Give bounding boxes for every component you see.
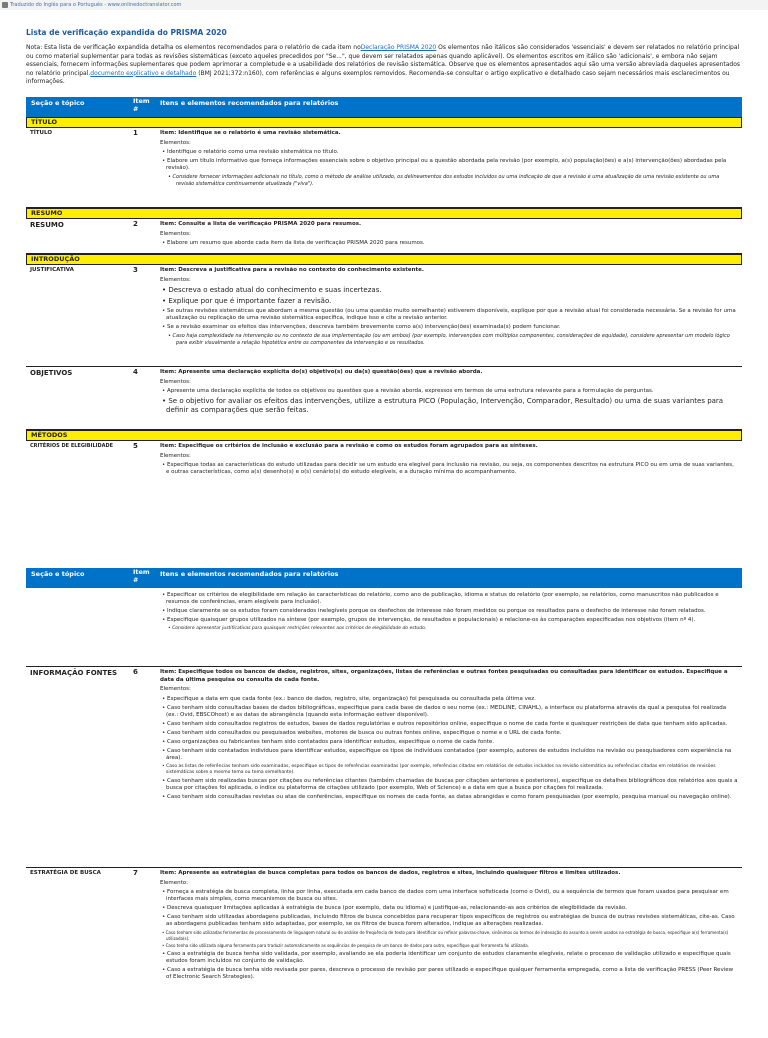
row-item-number: 7 [133, 869, 138, 877]
row-item-statement: Item: Especifique os critérios de inclusão e exclusão para a revisão e como os estudos foram agrupados para as sínteses. [160, 443, 538, 449]
row-bullet: • Caso tenham sido utilizadas ferramentas de processamento de linguagem natural ou de análise de frequência de texto para identificar ou refinar palavras-chave, sinônimos ou termos de indexação do assunto a serem usados na estratégia de busca, especifique a(s) ferramenta(s) utilizada(s). [162, 930, 729, 941]
row-bullet: • Forneça a estratégia de busca completa, linha por linha, executada em cada banco de dados com uma interface sofisticada (como o Ovid), ou a sequência de termos que foram usados para pesquisar em interfaces mais simples, como mecanismos de busca ou sites. [162, 889, 729, 902]
row-bullet: • Caso a estratégia de busca tenha sido validada, por exemplo, avaliando se ela poderia identificar um conjunto de estudos claramente elegíveis, relate o processo de validação utilizado e especifique quais estudos foram incluídos no conjunto de validação. [162, 950, 731, 964]
row-bullet: • Caso tenham sido consultadas bases de dados bibliográficas, especifique para cada base de dados o seu nome (ex.: MEDLINE, CINAHL), a interface ou plataforma através da qual a pesquisa foi realizada (ex.: Ovid, EBSCOhost) e as datas de abrangência (quando esta informação estiver disponível). [162, 704, 727, 718]
note-text-b: Os elementos não itálicos são considerados 'essenciais' e devem ser relatados no relatório principal ou como material suplementar para todas as revisões sistemáticas (exceto aqueles precedidos por "Se...", que devem ser relatados apenas quando aplicável). Os elementos escritos em itálico são 'adicionais', e embora não sejam essenciais, fornecem informações suplementares que podem aprimorar a completude e a usabilidade dos relatórios de revisão sistemática. Observe que os elementos apresentados aqui são uma versão abreviada daqueles apresentados no relatório principal. [26, 44, 741, 77]
row-item-number: 1 [133, 129, 138, 137]
row-topic: ESTRATÉGIA DE BUSCA [30, 870, 101, 876]
table-row [26, 441, 742, 485]
section-titulo: TÍTULO [26, 117, 742, 128]
row-item-number: 5 [133, 442, 138, 450]
row-item-statement: Item: Apresente as estratégias de busca completas para todos os bancos de dados, registros e sites, incluindo quaisquer filtros e limites utilizados. [160, 870, 621, 876]
row-body [160, 868, 742, 986]
row-bullet: • Identifique o relatório como uma revisão sistemática no título. [162, 149, 339, 155]
section-resumo-label: RESUMO [31, 209, 63, 217]
row-elements-label: Elemento: [160, 879, 188, 886]
table-row [26, 667, 742, 868]
translation-banner [0, 0, 768, 10]
row-bullet: • Explique por que é importante fazer a revisão. [162, 297, 332, 305]
row-item-statement: Item: Descreva a justificativa para a revisão no contexto do conhecimento existente. [160, 267, 424, 273]
row-item-number: 2 [133, 220, 138, 228]
table-row [26, 219, 742, 254]
checklist-table-part-1 [26, 97, 742, 485]
row-bullet: • Se o objetivo for avaliar os efeitos das intervenções, utilize a estrutura PICO (População, Intervenção, Comparador, Resultado) ou uma de suas variantes para definir as comparações que serão feitas. [162, 397, 724, 414]
header-section-topic: Seção e tópico [31, 570, 85, 578]
header-recommended-items: Itens e elementos recomendados para relatórios [160, 570, 339, 578]
row-body [160, 265, 742, 351]
row-bullet: • Elabore um título informativo que forneça informações essenciais sobre o objetivo principal ou a questão abordada pela revisão (por exemplo, a(s) população(ões) e a(s) intervenção(ões) abordadas pela revisão). [162, 158, 727, 171]
table-header [26, 97, 742, 117]
row-topic: CRITÉRIOS DE ELEGIBILIDADE [30, 443, 114, 449]
note-text-c: (BMJ 2021;372:n160), com referências e alguns exemplos removidos. Recomenda-se consultar o artigo explicativo e detalhado caso sejam necessários mais esclarecimentos ou informações. [26, 69, 730, 85]
row-bullet: • Elabore um resumo que aborde cada item da lista de verificação PRISMA 2020 para resumos. [162, 240, 425, 246]
row-bullet: • Especifique quaisquer grupos utilizados na síntese (por exemplo, grupos de intervenção, de resultados e populacionais) e relacione-os às comparações especificadas nos objetivos (item nº 4). [162, 617, 696, 623]
row-item-statement: Item: Identifique se o relatório é uma revisão sistemática. [160, 130, 341, 136]
checklist-table-part-2 [26, 568, 742, 1038]
row-bullet: • Descreva quaisquer limitações aplicadas à estratégia de busca (por exemplo, data ou idioma) e justifique-as, relacionando-as aos critérios de elegibilidade da revisão. [162, 905, 627, 911]
row-item-number: 6 [133, 668, 138, 676]
header-item-number: Item # [133, 97, 150, 113]
row-topic: INFORMAÇÃO FONTES [30, 669, 118, 677]
row-elements-label: Elementos: [160, 230, 191, 237]
row-bullet: • Descreva o estado atual do conhecimento e suas incertezas. [162, 286, 382, 294]
document-title: Lista de verificação expandida do PRISMA 2020 [26, 28, 227, 37]
section-resumo [26, 208, 742, 219]
row-bullet: • Caso as listas de referências tenham sido examinadas, especifique os tipos de referências examinadas (por exemplo, referências citadas em relatórios de estudos incluídos na revisão sistemática ou referências citadas em relatórios de revisões sistemáticas sobre o mesmo tema ou tema semelhante). [162, 763, 716, 775]
document-note [26, 44, 742, 87]
note-text-a: Nota: Esta lista de verificação expandida detalha os elementos recomendados para o relatório de cada item no [26, 44, 361, 51]
row-bullet: • Especificar os critérios de elegibilidade em relação às características do relatório, como ano de publicação, idioma e status do relatório (por exemplo, se relatórios, como manuscritos não publicados e resumos de conferências, eram elegíveis para inclusão). [162, 592, 719, 605]
table-row [26, 265, 742, 367]
row-elements-label: Elementos: [160, 686, 191, 692]
row-body [160, 219, 742, 252]
row-body [160, 588, 742, 637]
row-bullet: • Caso organizações ou fabricantes tenham sido contatados para identificar estudos, especifique o nome de cada fonte. [162, 738, 495, 745]
row-bullet: • Se a revisão examinar os efeitos das intervenções, descreva também brevemente como a(s) intervenção(ões) examinada(s) podem funcionar. [162, 324, 561, 330]
row-bullet: • Caso tenham sido consultadas revistas ou atas de conferências, especifique os nomes de cada fonte, as datas abrangidas e como foram pesquisadas (por exemplo, pesquisa manual ou navegação online). [162, 793, 732, 800]
row-bullet: • Caso tenha sido utilizada alguma ferramenta para traduzir automaticamente as sequências de pesquisa de um banco de dados para outro, especifique qual ferramenta foi utilizada. [162, 943, 529, 948]
row-bullet: • Se outras revisões sistemáticas que abordam a mesma questão (ou uma questão muito semelhante) estiverem disponíveis, explique por que a revisão atual foi considerada necessária. Se a revisão for uma atualização ou replicação de uma revisão sistemática específica, indique isso e cite a revisão anterior. [162, 308, 736, 321]
prisma-statement-link[interactable]: Declaração PRISMA 2020 [360, 44, 437, 51]
row-body [160, 667, 742, 806]
row-item-statement: Item: Especifique todos os bancos de dados, registros, sites, organizações, listas de referências e outras fontes pesquisadas ou consultadas para identificar os estudos. Especifique a data da última pesquisa ou consulta de cada fonte. [160, 669, 728, 683]
row-item-number: 3 [133, 266, 138, 274]
row-elements-label: Elementos: [160, 452, 191, 459]
row-body [160, 128, 742, 192]
table-row [26, 128, 742, 208]
table-row [26, 367, 742, 430]
explanation-document-link[interactable]: documento explicativo e detalhado [90, 69, 197, 77]
row-elements-label: Elementos: [160, 378, 191, 385]
row-bullet-additional: • Considere fornecer informações adicionais no título, como o método de análise utilizado, os delineamentos dos estudos incluídos ou uma indicação de que a revisão é uma atualização de uma revisão existente ou uma revisão sistemática continuamente atualizada ("viva"). [168, 174, 720, 187]
row-bullet-additional: • Caso haja complexidade na intervenção ou no contexto de sua implementação (ou em ambos) (por exemplo, intervenções com múltiplos componentes, considerações de equidade), considere apresentar um modelo lógico para exibir visualmente a relação hipotética entre os componentes da intervenção e os resultados. [168, 333, 730, 346]
section-metodos: MÉTODOS [26, 430, 742, 441]
translation-banner-link[interactable]: Traduzido do Inglês para o Português - www.onlinedoctranslator.com [10, 2, 182, 8]
row-elements-label: Elementos: [160, 276, 191, 283]
row-bullet: • Caso tenham sido contatados indivíduos para identificar estudos, especifique os tipos de indivíduos contatados (por exemplo, autores de estudos incluídos na revisão ou pesquisadores com experiência na área). [162, 747, 732, 761]
row-bullet: • Apresente uma declaração explícita de todos os objetivos ou questões que a revisão aborda, expressos em termos de uma estrutura relevante para a formulação de perguntas. [162, 388, 654, 394]
section-introducao: INTRODUÇÃO [26, 254, 742, 265]
row-elements-label: Elementos: [160, 139, 191, 146]
row-bullet: • Caso tenham sido utilizadas abordagens publicadas, incluindo filtros de busca concebidos para recuperar tipos específicos de registros ou estratégias de busca de outras revisões sistemáticas, cite-as. Caso as abordagens publicadas tenham sido adaptadas, por exemplo, se os filtros de busca forem alterados, indique as alterações realizadas. [162, 914, 735, 927]
row-item-number: 4 [133, 368, 138, 376]
row-topic: JUSTIFICATIVA [30, 267, 74, 273]
row-topic: OBJETIVOS [30, 369, 73, 377]
row-bullet: • Especifique a data em que cada fonte (ex.: banco de dados, registro, site, organização) foi pesquisada ou consultada pela última vez. [162, 695, 536, 702]
row-bullet: • Especifique todas as características do estudo utilizadas para decidir se um estudo era elegível para inclusão na revisão, ou seja, os componentes descritos na estrutura PICO ou em uma de suas variantes, e outras características, como a(s) desenho(s) e o(s) cenário(s) do estudo elegíveis, e a duração mínima do acompanhamento. [162, 462, 734, 475]
header-recommended-items: Itens e elementos recomendados para relatórios [160, 99, 339, 107]
row-item-statement: Item: Consulte a lista de verificação PRISMA 2020 para resumos. [160, 221, 362, 227]
table-header [26, 568, 742, 588]
row-bullet: • Caso a estratégia de busca tenha sido revisada por pares, descreva o processo de revisão por pares utilizado e especifique qualquer ferramenta empregada, como a lista de verificação PRESS (Peer Review of Electronic Search Strategies). [162, 966, 734, 980]
row-bullet: • Caso tenham sido realizadas buscas por citações ou referências citantes (também chamadas de buscas por citações anteriores e posteriores), especifique os detalhes bibliográficos dos relatórios aos quais a busca por citações foi aplicada, o índice ou plataforma de citações utilizado (por exemplo, Web of Science) e a data em que a busca por citações foi realizada. [162, 777, 738, 791]
row-item-statement: Item: Apresente uma declaração explícita do(s) objetivo(s) ou da(s) questão(ões) que a revisão aborda. [160, 369, 483, 375]
row-topic: RESUMO [30, 221, 64, 229]
row-bullet: • Indique claramente se os estudos foram considerados inelegíveis porque os desfechos de interesse não foram medidos ou porque os resultados para o desfecho de interesse não foram relatados. [162, 608, 706, 614]
row-bullet: • Caso tenham sido consultados ou pesquisados websites, motores de busca ou outras fontes online, especifique o nome e o URL de cada fonte. [162, 729, 562, 736]
header-section-topic: Seção e tópico [31, 99, 85, 107]
row-topic: TÍTULO [30, 130, 52, 136]
header-item-number: Item # [133, 568, 150, 584]
translator-logo-icon [2, 2, 8, 8]
row-bullet: • Caso tenham sido consultados registros de estudos, bases de dados regulatórias e outros repositórios online, especifique o nome de cada fonte e quaisquer restrições de data que tenham sido aplicadas. [162, 720, 728, 727]
row-bullet-additional: • Considere apresentar justificativas para quaisquer restrições relevantes aos critérios de elegibilidade do estudo. [168, 626, 427, 631]
row-body [160, 367, 742, 420]
table-row [26, 588, 742, 667]
table-row [26, 868, 742, 1038]
row-body [160, 441, 742, 481]
